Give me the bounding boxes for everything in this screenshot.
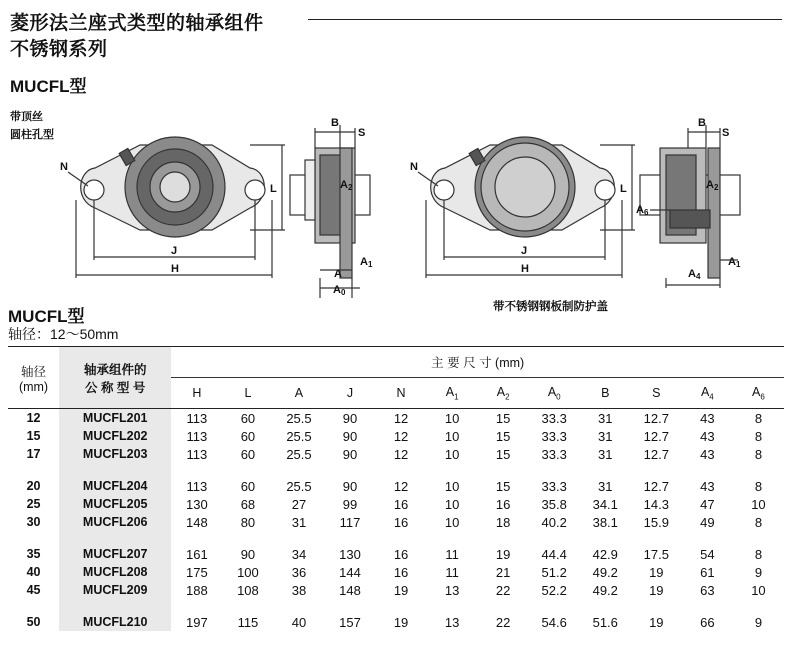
cell-model: MUCFL205: [59, 495, 171, 513]
cell-l: 68: [240, 496, 256, 512]
col-header-model: [59, 347, 171, 409]
cell-a2: 15: [495, 410, 511, 426]
label-L-left: L: [270, 183, 277, 195]
cell-n: 12: [393, 428, 409, 444]
table-row: [8, 613, 784, 631]
cell-l: 90: [240, 546, 256, 562]
cell-a: 38: [291, 582, 307, 598]
label-B-left: B: [331, 117, 339, 129]
label-A4-right: A4: [688, 268, 701, 281]
cell-a: 40: [291, 614, 307, 630]
col-header-b: B: [580, 378, 631, 409]
cell-model: MUCFL204: [59, 477, 171, 495]
col-header-a0: $A_0$: [529, 378, 580, 409]
table-row: [8, 545, 784, 563]
label-B-right: B: [698, 117, 706, 129]
cell-a0: 33.3: [541, 478, 567, 494]
cell-a4: 54: [700, 546, 715, 562]
col-header-n: N: [376, 378, 427, 409]
cell-model: MUCFL207: [59, 545, 171, 563]
cell-h: 197: [186, 614, 208, 630]
cell-model: MUCFL210: [59, 613, 171, 631]
label-A1-left: A1: [360, 256, 373, 269]
cell-shaft-size: 20: [26, 479, 41, 493]
cell-a4: 47: [700, 496, 715, 512]
cell-l: 60: [240, 446, 256, 462]
cell-a: 34: [291, 546, 307, 562]
label-S-left: S: [358, 127, 366, 139]
diagram-note-set-screw: 带顶丝: [10, 111, 43, 123]
cell-j: 130: [339, 546, 361, 562]
cell-a1: 11: [445, 564, 459, 580]
cell-a4: 43: [700, 410, 715, 426]
cell-a4: 43: [700, 446, 715, 462]
cell-n: 16: [393, 514, 409, 530]
cell-h: 130: [186, 496, 208, 512]
bearing-diagrams: [0, 100, 790, 300]
cell-b: 42.9: [592, 546, 618, 562]
cell-j: 90: [342, 478, 358, 494]
cell-j: 148: [339, 582, 361, 598]
label-J-right: J: [521, 245, 528, 257]
col-header-size-line2: (mm): [18, 379, 49, 394]
cell-b: 31: [598, 478, 613, 494]
cell-a: 25.5: [286, 410, 312, 426]
cell-s: 15.9: [643, 514, 669, 530]
cell-h: 113: [186, 478, 208, 494]
table-row: [8, 495, 784, 513]
cell-s: 19: [649, 582, 664, 598]
table-row: [8, 513, 784, 531]
group-spacer: [8, 531, 784, 545]
cell-a: 36: [291, 564, 307, 580]
spec-table: [8, 346, 784, 631]
cell-shaft-size: 45: [26, 583, 41, 597]
cell-j: 90: [342, 446, 358, 462]
cell-l: 100: [237, 564, 259, 580]
cell-model: MUCFL206: [59, 513, 171, 531]
cell-a6: 8: [754, 478, 763, 494]
cell-a2: 16: [495, 496, 511, 512]
cell-n: 16: [393, 564, 409, 580]
cell-a6: 8: [754, 514, 763, 530]
table-row: [8, 477, 784, 495]
cell-j: 90: [342, 428, 358, 444]
cell-a6: 9: [754, 614, 763, 630]
cell-n: 12: [393, 478, 409, 494]
cell-a2: 15: [495, 446, 511, 462]
table-row: [8, 445, 784, 463]
col-header-model-line2: 公 称 型 号: [84, 380, 146, 395]
cell-a1: 10: [444, 514, 460, 530]
cell-a1: 10: [444, 478, 460, 494]
cell-s: 12.7: [643, 410, 669, 426]
cell-a2: 18: [495, 514, 511, 530]
diagram-caption-stainless-cover: 带不锈钢钢板制防护盖: [493, 301, 608, 313]
cell-b: 31: [598, 428, 613, 444]
cell-h: 148: [186, 514, 208, 530]
cell-a4: 63: [700, 582, 715, 598]
cell-b: 49.2: [592, 564, 618, 580]
shaft-range: 轴径：12～50mm: [8, 326, 119, 342]
cell-a0: 52.2: [541, 582, 567, 598]
col-header-a1: $A_1$: [427, 378, 478, 409]
label-A1-right: A1: [728, 256, 741, 269]
cell-l: 80: [240, 514, 256, 530]
cell-a1: 10: [444, 496, 460, 512]
cell-a0: 35.8: [541, 496, 567, 512]
cell-b: 38.1: [592, 514, 618, 530]
cell-l: 60: [240, 478, 256, 494]
cell-model: MUCFL202: [59, 427, 171, 445]
cell-a1: 10: [444, 410, 460, 426]
cell-a: 31: [291, 514, 307, 530]
cell-n: 16: [393, 546, 409, 562]
cell-b: 31: [598, 410, 613, 426]
cell-j: 90: [342, 410, 358, 426]
cell-a0: 33.3: [541, 446, 567, 462]
cell-model: MUCFL209: [59, 581, 171, 599]
cell-a6: 8: [754, 428, 763, 444]
cell-h: 113: [186, 428, 208, 444]
cell-h: 175: [186, 564, 208, 580]
cell-a1: 10: [444, 428, 460, 444]
cell-s: 17.5: [643, 546, 669, 562]
col-header-dimensions: 主 要 尺 寸 (mm): [171, 347, 784, 378]
cell-a1: 13: [444, 582, 460, 598]
label-N-left: N: [60, 161, 68, 173]
right-front-view: [431, 137, 615, 237]
label-H-right: H: [521, 263, 529, 275]
cell-n: 16: [393, 496, 409, 512]
cell-l: 115: [237, 614, 259, 630]
cell-a4: 61: [700, 564, 715, 580]
cell-l: 60: [240, 428, 256, 444]
col-header-l: L: [222, 378, 273, 409]
cell-a: 25.5: [286, 428, 312, 444]
cell-a6: 8: [754, 546, 763, 562]
label-A6-right: A6: [636, 204, 649, 217]
cell-a1: 10: [444, 446, 460, 462]
label-A0-left: A0: [333, 284, 346, 297]
cell-h: 161: [186, 546, 208, 562]
cell-a2: 21: [495, 564, 511, 580]
label-H-left: H: [171, 263, 179, 275]
label-L-right: L: [620, 183, 627, 195]
page-subtitle: 不锈钢系列: [10, 39, 108, 60]
left-side-view: [290, 148, 370, 278]
cell-a2: 15: [495, 478, 511, 494]
cell-a2: 19: [495, 546, 511, 562]
cell-a1: 13: [444, 614, 460, 630]
cell-a2: 22: [495, 582, 511, 598]
cell-model: MUCFL203: [59, 445, 171, 463]
cell-a0: 33.3: [541, 410, 567, 426]
group-spacer: [8, 599, 784, 613]
table-row: [8, 427, 784, 445]
cell-n: 12: [393, 446, 409, 462]
label-A2-right: A2: [706, 179, 719, 192]
cell-j: 99: [342, 496, 358, 512]
cell-a0: 33.3: [541, 428, 567, 444]
cell-b: 49.2: [592, 582, 618, 598]
label-N-right: N: [410, 161, 418, 173]
table-row: [8, 581, 784, 599]
col-header-h: H: [171, 378, 222, 409]
col-header-a6: $A_6$: [733, 378, 784, 409]
cell-j: 144: [339, 564, 361, 580]
cell-a6: 9: [754, 564, 763, 580]
cell-a1: 11: [445, 546, 459, 562]
cell-a6: 10: [751, 496, 766, 512]
label-A2-left: A2: [340, 179, 353, 192]
label-S-right: S: [722, 127, 730, 139]
cell-h: 188: [186, 582, 208, 598]
cell-l: 108: [237, 582, 259, 598]
cell-s: 19: [649, 564, 664, 580]
cell-a4: 43: [700, 478, 715, 494]
cell-shaft-size: 25: [26, 497, 41, 511]
cell-shaft-size: 35: [26, 547, 41, 561]
table-row: [8, 563, 784, 581]
cell-s: 12.7: [643, 446, 669, 462]
cell-a: 25.5: [286, 478, 312, 494]
left-front-view: [81, 137, 265, 237]
cell-s: 19: [649, 614, 664, 630]
cell-a4: 43: [700, 428, 715, 444]
cell-a4: 49: [700, 514, 715, 530]
col-header-model-line1: 轴承组件的: [83, 362, 147, 377]
cell-shaft-size: 30: [26, 515, 41, 529]
cell-shaft-size: 40: [26, 565, 41, 579]
col-header-a: A: [273, 378, 324, 409]
cell-shaft-size: 12: [26, 411, 41, 425]
cell-a6: 8: [754, 410, 763, 426]
cell-a6: 10: [751, 582, 766, 598]
cell-shaft-size: 17: [26, 447, 41, 461]
cell-n: 19: [393, 614, 409, 630]
cell-s: 12.7: [643, 478, 669, 494]
cell-a0: 54.6: [541, 614, 567, 630]
cell-j: 117: [339, 514, 361, 530]
cell-a: 25.5: [286, 446, 312, 462]
title-rule: [308, 19, 782, 20]
diagram-note-cylindrical-bore: 圆柱孔型: [10, 129, 54, 141]
label-J-left: J: [171, 245, 178, 257]
table-row: [8, 409, 784, 428]
label-A-left: A: [334, 268, 342, 280]
col-header-j: J: [325, 378, 376, 409]
cell-a: 27: [291, 496, 307, 512]
col-header-size: [8, 347, 59, 409]
cell-a0: 51.2: [541, 564, 567, 580]
model-heading: MUCFL型: [10, 77, 87, 96]
cell-b: 51.6: [592, 614, 618, 630]
cell-l: 60: [240, 410, 256, 426]
table-heading: MUCFL型: [8, 307, 85, 326]
cell-h: 113: [186, 446, 208, 462]
page-title: 菱形法兰座式类型的轴承组件: [10, 13, 264, 34]
cell-a0: 40.2: [541, 514, 567, 530]
cell-j: 157: [339, 614, 361, 630]
cell-h: 113: [186, 410, 208, 426]
cell-shaft-size: 15: [26, 429, 41, 443]
cell-model: MUCFL208: [59, 563, 171, 581]
cell-s: 14.3: [643, 496, 669, 512]
cell-a4: 66: [700, 614, 715, 630]
right-side-view: [640, 148, 740, 278]
cell-n: 19: [393, 582, 409, 598]
col-header-a2: $A_2$: [478, 378, 529, 409]
cell-a6: 8: [754, 446, 763, 462]
cell-model: MUCFL201: [59, 409, 171, 428]
cell-a2: 15: [495, 428, 511, 444]
col-header-s: S: [631, 378, 682, 409]
cell-b: 31: [598, 446, 613, 462]
group-spacer: [8, 463, 784, 477]
cell-s: 12.7: [643, 428, 669, 444]
cell-shaft-size: 50: [26, 615, 41, 629]
col-header-size-line1: 轴径: [21, 364, 47, 379]
cell-a2: 22: [495, 614, 511, 630]
cell-a0: 44.4: [541, 546, 567, 562]
cell-n: 12: [393, 410, 409, 426]
cell-b: 34.1: [592, 496, 618, 512]
col-header-a4: $A_4$: [682, 378, 733, 409]
